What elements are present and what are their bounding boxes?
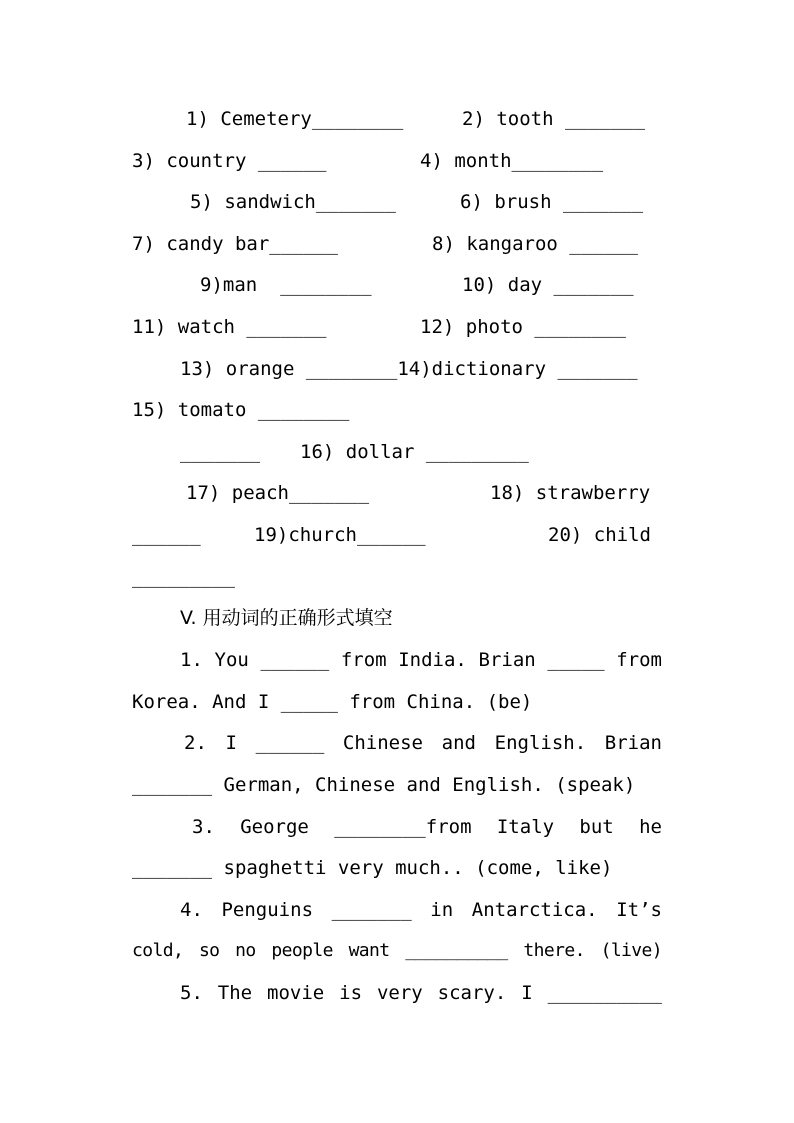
word-row-7 (132, 354, 662, 384)
word-row-11 (132, 520, 662, 550)
word-row-2 (132, 146, 662, 176)
word-item-4: 4) month________ (420, 150, 604, 172)
word-row-10 (132, 478, 662, 508)
verb-line-1: 1. You ______ from India. Brian _____ from (180, 649, 662, 671)
section-v-heading-row (132, 603, 662, 633)
word-item-16: 16) dollar _________ (300, 441, 529, 463)
word-row-5 (132, 270, 662, 300)
section-v-heading: V. 用动词的正确形式填空 (180, 607, 393, 629)
word-item-17: 17) peach_______ (186, 482, 370, 504)
word-row-12 (132, 562, 662, 592)
word-row-4 (132, 229, 662, 259)
word-item-1: 1) Cemetery________ (186, 108, 404, 130)
verb-line-5: 3. George ________from Italy but he (192, 816, 662, 838)
word-item-19: 19)church______ (254, 524, 426, 546)
word-item-12: 12) photo ________ (420, 316, 626, 338)
word-item-6: 6) brush _______ (460, 191, 644, 213)
word-row-3 (132, 187, 662, 217)
word-item-8: 8) kangaroo ______ (432, 233, 638, 255)
word-item-18-blank: ______ (132, 524, 201, 546)
word-row-9 (132, 437, 662, 467)
word-item-7: 7) candy bar______ (132, 233, 338, 255)
verb-line-3: 2. I ______ Chinese and English. Brian (184, 732, 662, 754)
word-item-20: 20) child (548, 524, 651, 546)
word-item-2: 2) tooth _______ (462, 108, 646, 130)
verb-line-8: cold, so no people want __________ there. (live) (132, 940, 662, 961)
word-item-11: 11) watch _______ (132, 316, 327, 338)
word-row-1 (132, 104, 662, 134)
word-row-6 (132, 312, 662, 342)
word-item-3: 3) country ______ (132, 150, 327, 172)
word-item-20-blank: _________ (132, 566, 235, 588)
word-item-18: 18) strawberry (490, 482, 651, 504)
verb-line-6: _______ spaghetti very much.. (come, like) (132, 857, 613, 879)
verb-line-2: Korea. And I _____ from China. (be) (132, 691, 533, 713)
verb-line-9: 5. The movie is very scary. I __________ (180, 982, 662, 1004)
word-item-15-blank: _______ (180, 441, 261, 463)
word-item-10: 10) day _______ (462, 274, 634, 296)
verb-line-7: 4. Penguins _______ in Antarctica. It’s (180, 899, 662, 921)
word-item-5: 5) sandwich_______ (190, 191, 396, 213)
word-item-9: 9)man ________ (200, 274, 372, 296)
word-item-13-14: 13) orange ________14)dictionary _______ (180, 358, 638, 380)
word-row-8 (132, 395, 662, 425)
verb-line-4: _______ German, Chinese and English. (speak) (132, 774, 636, 796)
word-item-15: 15) tomato ________ (132, 399, 350, 421)
